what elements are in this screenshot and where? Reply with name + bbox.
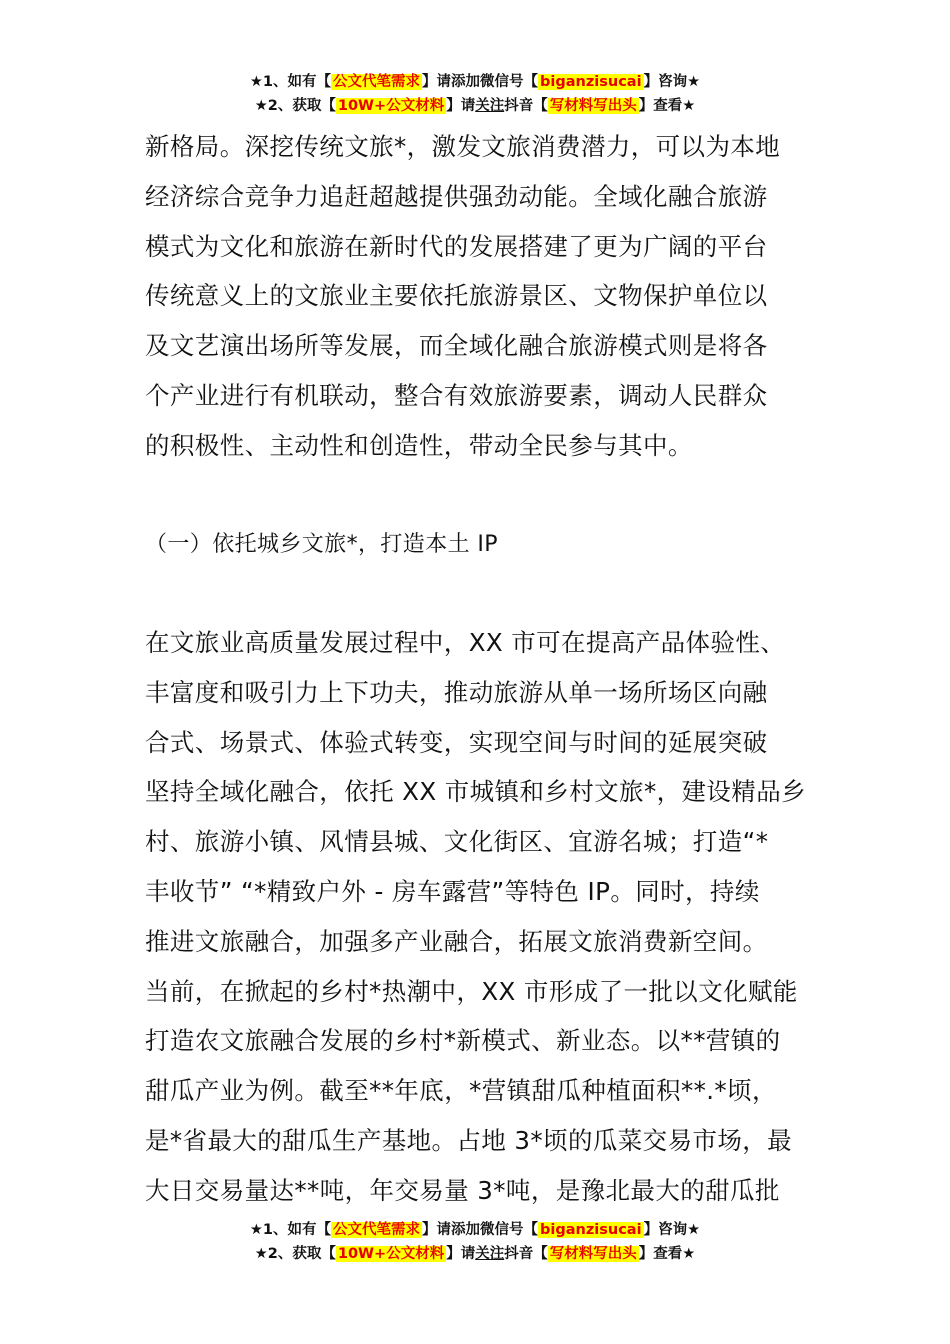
banner-text: 】查看★ bbox=[638, 98, 696, 114]
text-line: 在文旅业高质量发展过程中，XX 市可在提高产品体验性、 bbox=[145, 628, 786, 657]
text-line: 个产业进行有机联动，整合有效旅游要素，调动人民群众 bbox=[145, 380, 768, 410]
banner-text: 】请 bbox=[446, 98, 476, 114]
banner-text: 】请 bbox=[446, 1246, 476, 1262]
text-line: 推进文旅融合，加强多产业融合，拓展文旅消费新空间。 bbox=[145, 926, 768, 956]
section-heading: （一）依托城乡文旅*，打造本土 IP bbox=[145, 532, 498, 557]
highlight-text: 10W+公文材料 bbox=[337, 98, 445, 114]
wechat-id-highlight: biganzisucai bbox=[540, 1222, 642, 1238]
banner-text: 】咨询★ bbox=[643, 74, 701, 90]
text-line: 打造农文旅融合发展的乡村*新模式、新业态。以**营镇的 bbox=[145, 1026, 781, 1056]
header-banner bbox=[0, 70, 950, 118]
banner-text: 微信号【 bbox=[480, 1222, 539, 1238]
text-line: 坚持全域化融合，依托 XX 市城镇和乡村文旅*，建设精品乡 bbox=[145, 777, 806, 807]
banner-text: 】请添加 bbox=[422, 74, 481, 90]
text-line: 合式、场景式、体验式转变，实现空间与时间的延展突破 bbox=[145, 727, 768, 757]
banner-text: 微信号【 bbox=[480, 74, 539, 90]
banner-line-1 bbox=[0, 1218, 950, 1242]
text-line: 新格局。深挖传统文旅*，激发文旅消费潜力，可以为本地 bbox=[145, 132, 781, 161]
highlight-text: 公文代笔需求 bbox=[333, 74, 421, 90]
banner-line-1 bbox=[0, 70, 950, 94]
text-line: 及文艺演出场所等发展，而全域化融合旅游模式则是将各 bbox=[145, 331, 768, 361]
highlight-text: 10W+公文材料 bbox=[337, 1246, 445, 1262]
banner-text: 抖音【 bbox=[504, 98, 548, 114]
text-line: 是*省最大的甜瓜生产基地。占地 3*顷的瓜菜交易市场，最 bbox=[145, 1125, 793, 1155]
text-line: 模式为文化和旅游在新时代的发展搭建了更为广阔的平台 bbox=[145, 231, 768, 261]
wechat-id-highlight: biganzisucai bbox=[540, 74, 642, 90]
underlined-text: 关注 bbox=[475, 98, 505, 114]
text-line: 村、旅游小镇、风情县城、文化街区、宜游名城；打造“* bbox=[145, 827, 769, 857]
text-line: 当前，在掀起的乡村*热潮中，XX 市形成了一批以文化赋能 bbox=[145, 976, 798, 1006]
banner-text: 抖音【 bbox=[504, 1246, 548, 1262]
banner-text: ★2、获取【 bbox=[254, 1246, 336, 1262]
text-line: 大日交易量达**吨，年交易量 3*吨，是豫北最大的甜瓜批 bbox=[145, 1175, 780, 1205]
text-line: 甜瓜产业为例。截至**年底，*营镇甜瓜种植面积**.*顷， bbox=[145, 1076, 777, 1106]
highlight-text: 公文代笔需求 bbox=[333, 1222, 421, 1238]
banner-text: 】查看★ bbox=[638, 1246, 696, 1262]
banner-text: ★2、获取【 bbox=[254, 98, 336, 114]
text-line: 经济综合竞争力追赶超越提供强劲动能。全域化融合旅游 bbox=[145, 181, 768, 211]
banner-line-2 bbox=[0, 1242, 950, 1266]
text-line: 传统意义上的文旅业主要依托旅游景区、文物保护单位以 bbox=[145, 281, 768, 311]
banner-text: ★1、如有【 bbox=[249, 1222, 332, 1238]
banner-text: ★1、如有【 bbox=[249, 74, 332, 90]
footer-banner bbox=[0, 1218, 950, 1266]
text-line: 丰收节” “*精致户外 - 房车露营”等特色 IP。同时，持续 bbox=[145, 876, 760, 906]
text-line: 的积极性、主动性和创造性，带动全民参与其中。 bbox=[145, 430, 693, 460]
douyin-id-highlight: 写材料写出头 bbox=[549, 98, 637, 114]
paragraph-2 bbox=[145, 618, 815, 1216]
banner-text: 】咨询★ bbox=[643, 1222, 701, 1238]
text-line: 丰富度和吸引力上下功夫，推动旅游从单一场所场区向融 bbox=[145, 677, 768, 707]
paragraph-1 bbox=[145, 122, 815, 471]
banner-text: 】请添加 bbox=[422, 1222, 481, 1238]
douyin-id-highlight: 写材料写出头 bbox=[549, 1246, 637, 1262]
banner-line-2 bbox=[0, 94, 950, 118]
underlined-text: 关注 bbox=[475, 1246, 505, 1262]
